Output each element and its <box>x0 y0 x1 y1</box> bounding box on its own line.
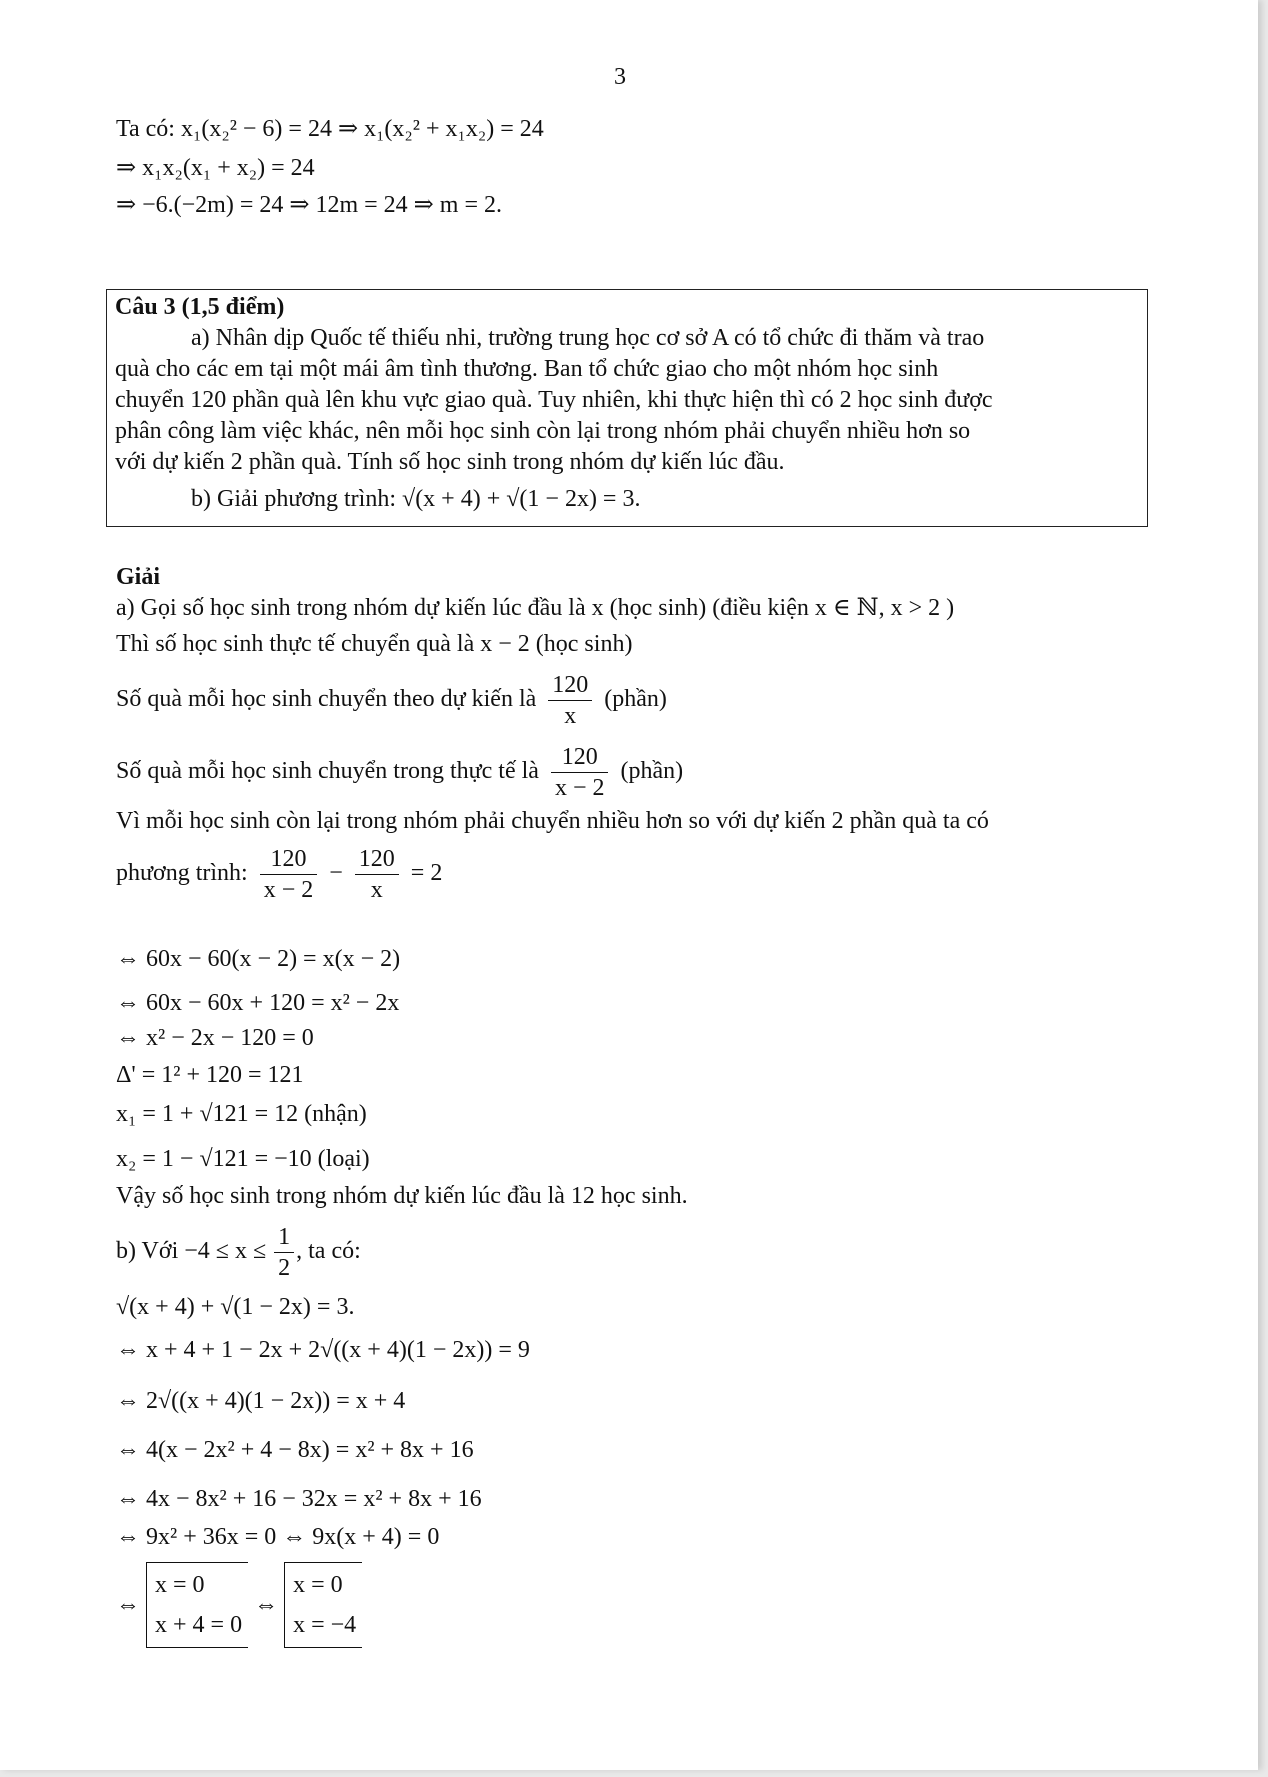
fraction-120-over-x-minus-2 <box>260 844 318 905</box>
step-a-2: ⇔ 60x − 60x + 120 = x² − 2x <box>116 990 400 1016</box>
denominator: x <box>370 876 383 903</box>
system-bracket-2 <box>284 1562 362 1648</box>
question-a-line-3: chuyển 120 phần quà lên khu vực giao quà. Tuy nhiên, khi thực hiện thì có 2 học sinh được <box>115 387 993 413</box>
b-condition: −4 ≤ x ≤ <box>184 1238 267 1264</box>
solution-a-line-4 <box>116 736 683 806</box>
solution-title: Giải <box>116 564 161 590</box>
b-suffix: , ta có: <box>296 1238 361 1264</box>
question-b-line <box>191 484 640 515</box>
question-a-line-4: phân công làm việc khác, nên mỗi học sinh còn lại trong nhóm phải chuyển nhiều hơn so <box>115 418 971 444</box>
step-a-3: ⇔ x² − 2x − 120 = 0 <box>116 1025 314 1051</box>
numerator: 120 <box>355 844 399 875</box>
step-b-4: ⇔ 4x − 8x² + 16 − 32x = x² + 8x + 16 <box>116 1486 482 1512</box>
solution-a-line-2: Thì số học sinh thực tế chuyển quà là x − 2 (học sinh) <box>116 631 633 657</box>
intro-equation-2: ⇒ x₁x₂(x₁ + x₂) = 24 <box>116 155 315 181</box>
system-1-eq-1: x = 0 <box>155 1572 205 1598</box>
step-b-3: ⇔ 4(x − 2x² + 4 − 8x) = x² + 8x + 16 <box>116 1437 474 1463</box>
denominator: x − 2 <box>263 876 314 903</box>
intro-equation-3: ⇒ −6.(−2m) = 24 ⇒ 12m = 24 ⇒ m = 2. <box>116 192 502 218</box>
solution-a-equation <box>116 838 442 908</box>
system-1-eq-2: x + 4 = 0 <box>155 1612 243 1638</box>
solution-a-line-5: Vì mỗi học sinh còn lại trong nhóm phải chuyển nhiều hơn so với dự kiến 2 phần quà ta có <box>116 808 989 834</box>
step-a-4: Δ' = 1² + 120 = 121 <box>116 1062 304 1088</box>
solution-a-line-3 <box>116 664 667 734</box>
fraction-120-over-x <box>355 844 399 905</box>
page-number: 3 <box>614 64 626 90</box>
intro-line-1 <box>116 114 544 144</box>
step-b-1: ⇔ x + 4 + 1 − 2x + 2√((x + 4)(1 − 2x)) = 9 <box>116 1337 530 1363</box>
numerator: 1 <box>274 1222 294 1253</box>
intro-prefix: Ta có: <box>116 116 175 142</box>
unit-label: (phần) <box>620 758 684 784</box>
step-b-2: ⇔ 2√((x + 4)(1 − 2x)) = x + 4 <box>116 1388 406 1414</box>
fraction-120-over-x <box>548 670 592 731</box>
expected-gifts-text: Số quà mỗi học sinh chuyển theo dự kiến là <box>116 686 537 712</box>
step-b-0: √(x + 4) + √(1 − 2x) = 3. <box>116 1294 355 1320</box>
solution-b-line-1 <box>116 1216 361 1286</box>
system-2-eq-2: x = −4 <box>293 1612 357 1638</box>
system-2-eq-1: x = 0 <box>293 1572 343 1598</box>
unit-label: (phần) <box>604 686 667 712</box>
fraction-120-over-x-minus-2 <box>551 742 609 803</box>
conclusion-a: Vậy số học sinh trong nhóm dự kiến lúc đầu là 12 học sinh. <box>116 1183 688 1209</box>
equals-two: = 2 <box>410 860 443 886</box>
question-a-line-5: với dự kiến 2 phần quà. Tính số học sinh trong nhóm dự kiến lúc đầu. <box>115 449 785 475</box>
step-a-1: ⇔ 60x − 60(x − 2) = x(x − 2) <box>116 946 401 972</box>
question-a-line-2: quà cho các em tại một mái âm tình thương. Ban tổ chức giao cho một nhóm học sinh <box>115 356 939 382</box>
question-a-line-1: a) Nhân dịp Quốc tế thiếu nhi, trường trung học cơ sở A có tổ chức đi thăm và trao <box>191 325 985 351</box>
intro-equation-1: x₁(x₂² − 6) = 24 ⇒ x₁(x₂² + x₁x₂) = 24 <box>180 116 544 142</box>
final-system <box>116 1562 362 1648</box>
equivalence-arrow: ⇔ <box>116 1592 140 1618</box>
equation-prefix: phương trình: <box>116 860 248 886</box>
fraction-one-half <box>274 1222 294 1283</box>
numerator: 120 <box>551 742 609 773</box>
minus-sign: − <box>329 860 343 886</box>
b-prefix: b) Với <box>116 1238 179 1264</box>
question-box <box>106 289 1148 527</box>
system-bracket-1 <box>146 1562 248 1648</box>
step-a-6: x₂ = 1 − √121 = −10 (loại) <box>116 1146 370 1172</box>
equivalence-arrow: ⇔ <box>254 1592 279 1618</box>
numerator: 120 <box>260 844 318 875</box>
step-a-5: x₁ = 1 + √121 = 12 (nhận) <box>116 1101 367 1127</box>
denominator: 2 <box>278 1254 291 1281</box>
denominator: x − 2 <box>554 774 605 801</box>
question-title: Câu 3 (1,5 điểm) <box>115 294 285 320</box>
step-b-5: ⇔ 9x² + 36x = 0 ⇔ 9x(x + 4) = 0 <box>116 1524 440 1550</box>
numerator: 120 <box>548 670 592 701</box>
question-b-prefix: b) Giải phương trình: <box>191 486 397 512</box>
denominator: x <box>564 702 577 729</box>
question-b-equation: √(x + 4) + √(1 − 2x) = 3. <box>402 486 641 512</box>
actual-gifts-text: Số quà mỗi học sinh chuyển trong thực tế là <box>116 758 539 784</box>
solution-a-line-1: a) Gọi số học sinh trong nhóm dự kiến lúc đầu là x (học sinh) (điều kiện x ∈ ℕ, x > 2 ) <box>116 595 955 621</box>
